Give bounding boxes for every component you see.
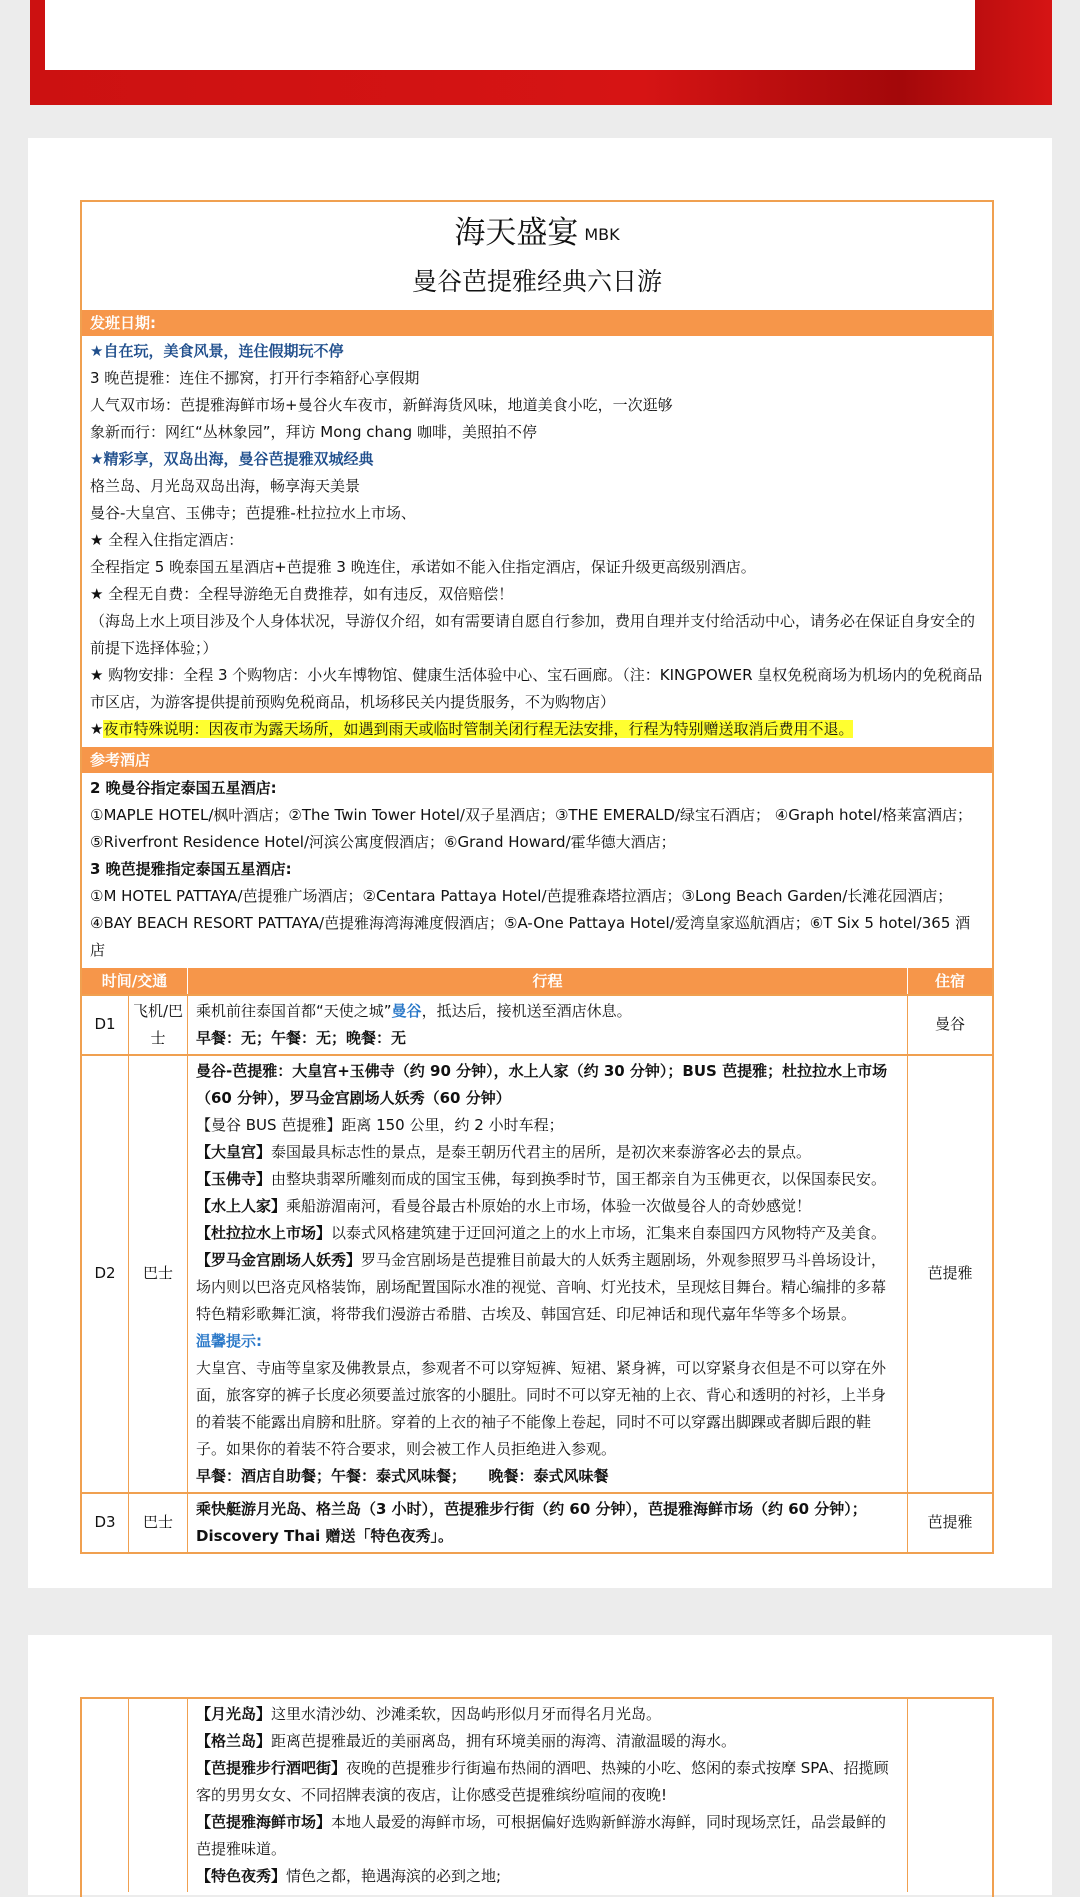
attraction-label: 【罗马金宫剧场人妖秀】 — [196, 1250, 362, 1269]
pattaya-hotels-list: ①M HOTEL PATTAYA/芭提雅广场酒店；②Centara Pattaya Hotel/芭提雅森塔拉酒店；③Long Beach Garden/长滩花园酒店；④BAY BEACH RESORT PATTAYA/芭提雅海湾海滩度假酒店；⑤A-One Pattaya Hotel/爱湾皇家巡航酒店；⑥T Six 5 hotel/365 酒店 — [90, 886, 971, 959]
attraction-text: 距离芭提雅最近的美丽离岛，拥有环境美丽的海湾、清澈温暖的海水。 — [271, 1732, 737, 1750]
document-page — [28, 138, 1052, 1588]
attraction-label: 【芭提雅步行酒吧街】 — [196, 1759, 347, 1777]
doc-subtitle: 曼谷芭提雅经典六日游 — [411, 266, 662, 296]
d2-palace — [196, 1139, 899, 1166]
doc-title-text: 海天盛宴 — [454, 215, 579, 251]
bangkok-hotels-title: 2 晚曼谷指定泰国五星酒店: — [90, 778, 277, 797]
itinerary-header-row — [82, 968, 992, 995]
d1-city: 曼谷 — [391, 1001, 422, 1020]
day-description — [188, 1055, 908, 1493]
d3-gran — [196, 1728, 899, 1755]
itinerary-table — [82, 968, 992, 1552]
route-header: 行程 — [188, 968, 908, 995]
feature-line: 格兰岛、月光岛双岛出海，畅享海天美景 — [90, 476, 361, 495]
feature-line: （海岛上水上项目涉及个人身体状况，导游仅介绍，如有需要请自愿自行参加，费用自理并支付给活动中心，请务必在保证自身安全的前提下选择体验；） — [90, 611, 976, 657]
time-transport-header: 时间/交通 — [82, 968, 188, 995]
transport-label-empty — [129, 1699, 188, 1892]
attraction-text: 这里水清沙幼、沙滩柔软，因岛屿形似月牙而得名月光岛。 — [271, 1705, 662, 1723]
d1-meals: 早餐：无；午餐：无；晚餐：无 — [196, 1028, 407, 1047]
hotels-heading: 参考酒店 — [82, 747, 992, 773]
attraction-label: 【芭提雅海鲜市场】 — [196, 1813, 332, 1831]
d1-route — [196, 998, 899, 1025]
day-row-d2 — [82, 1055, 992, 1493]
stay-label: 芭提雅 — [908, 1055, 993, 1493]
feature-line: ★ 全程无自费：全程导游绝无自费推荐，如有违反，双倍赔偿！ — [90, 584, 514, 603]
notice-star: ★ — [90, 719, 104, 738]
d2-tip: 大皇宫、寺庙等皇家及佛教景点，参观者不可以穿短裤、短裙、紧身裤，可以穿紧身衣但是不可以穿在外面，旅客穿的裤子长度必须要盖过旅客的小腿肚。同时不可以穿无袖的上衣、背心和透明的衬衫，上半身的着装不能露出肩膀和肚脐。穿着的上衣的袖子不能像上卷起，同时不可以穿露出脚踝或者脚后跟的鞋子。如果你的着装不符合要求，则会被工作人员拒绝进入参观。 — [196, 1358, 887, 1458]
feature-line: ★精彩享，双岛出海，曼谷芭提雅双城经典 — [90, 449, 374, 468]
transport-label: 巴士 — [129, 1493, 188, 1552]
d3-street — [196, 1755, 899, 1809]
day-row-d3-continued — [82, 1699, 992, 1892]
attraction-label: 【水上人家】 — [196, 1196, 287, 1215]
pattaya-hotels-title: 3 晚芭提雅指定泰国五星酒店: — [90, 859, 292, 878]
night-market-notice — [90, 716, 984, 743]
attraction-text: 本地人最爱的海鲜市场，可根据偏好选购新鲜游水海鲜，同时现场烹饪，品尝最鲜的芭提雅味道。 — [196, 1813, 887, 1858]
day-label: D3 — [82, 1493, 129, 1552]
attraction-text: 夜晚的芭提雅步行街遍布热闹的酒吧、热辣的小吃、悠闲的泰式按摩 SPA、招揽顾客的男男女女、不同招牌表演的夜店，让你感受芭提雅缤纷喧闹的夜晚! — [196, 1759, 889, 1804]
previous-page-white-area — [45, 0, 975, 70]
d3-seafood — [196, 1809, 899, 1863]
document-page — [28, 1635, 1052, 1895]
feature-line: 全程指定 5 晚泰国五星酒店+芭提雅 3 晚连住，承诺如不能入住指定酒店，保证升级更高级别酒店。 — [90, 557, 756, 576]
itinerary-document — [80, 200, 994, 1554]
transport-label: 巴士 — [129, 1055, 188, 1493]
stay-header: 住宿 — [908, 968, 993, 995]
d2-tip-label: 温馨提示: — [196, 1331, 262, 1350]
attraction-label: 【杜拉拉水上市场】 — [196, 1223, 332, 1242]
feature-line: ★ 购物安排：全程 3 个购物店：小火车博物馆、健康生活体验中心、宝石画廊。（注：KINGPOWER 皇权免税商场为机场内的免税商品市区店，为游客提供提前预购免税商品，机场移民关内提货服务，不为购物店） — [90, 665, 983, 711]
attraction-text: 罗马金宫剧场是芭提雅目前最大的人妖秀主题剧场，外观参照罗马斗兽场设计，场内则以巴洛克风格装饰，剧场配置国际水准的视觉、音响、灯光技术，呈现炫目舞台。精心编排的多幕特色精彩歌舞汇演，将带我们漫游古希腊、古埃及、韩国宫廷、印尼神话和现代嘉年华等多个场景。 — [196, 1250, 887, 1323]
feature-line: ★ 全程入住指定酒店： — [90, 530, 244, 549]
d2-bus: 【曼谷 BUS 芭提雅】距离 150 公里，约 2 小时车程； — [196, 1115, 564, 1134]
day-description — [188, 1699, 908, 1892]
d2-show — [196, 1247, 899, 1328]
stay-label: 曼谷 — [908, 995, 993, 1055]
d3-night — [196, 1863, 899, 1890]
d3-moon — [196, 1701, 899, 1728]
d2-summary: 曼谷-芭提雅：大皇宫+玉佛寺（约 90 分钟），水上人家（约 30 分钟）；BUS 芭提雅；杜拉拉水上市场（60 分钟），罗马金宫剧场人妖秀（60 分钟） — [196, 1061, 888, 1107]
d3-summary: 乘快艇游月光岛、格兰岛（3 小时），芭提雅步行街（约 60 分钟），芭提雅海鲜市场（约 60 分钟）；Discovery Thai 赠送「特色夜秀」。 — [196, 1499, 867, 1545]
d2-market — [196, 1220, 899, 1247]
day-row-d1 — [82, 995, 992, 1055]
bangkok-hotels-list: ①MAPLE HOTEL/枫叶酒店；②The Twin Tower Hotel/双子星酒店；③THE EMERALD/绿宝石酒店； ④Graph hotel/格莱富酒店；⑤Riverfront Residence Hotel/河滨公寓度假酒店；⑥Grand Howard/霍华德大酒店； — [90, 805, 973, 851]
hotels-section — [82, 773, 992, 968]
day-label-empty — [82, 1699, 129, 1892]
attraction-text: 情色之都，艳遇海滨的必到之地; — [286, 1867, 502, 1885]
itinerary-table-continued — [82, 1699, 992, 1892]
attraction-text: 以泰式风格建筑建于迂回河道之上的水上市场，汇集来自泰国四方风物特产及美食。 — [331, 1223, 887, 1242]
attraction-label: 【格兰岛】 — [196, 1732, 272, 1750]
attraction-label: 【月光岛】 — [196, 1705, 272, 1723]
d2-buddha — [196, 1166, 899, 1193]
attraction-text: 乘船游湄南河，看曼谷最古朴原始的水上市场，体验一次做曼谷人的奇妙感觉！ — [286, 1196, 812, 1215]
doc-title — [82, 212, 992, 256]
departure-heading: 发班日期: — [82, 310, 992, 336]
day-row-d3 — [82, 1493, 992, 1552]
feature-line: 象新而行：网红“丛林象园”，拜访 Mong chang 咖啡，美照拍不停 — [90, 422, 537, 441]
attraction-text: 泰国最具标志性的景点，是泰王朝历代君主的居所，是初次来泰游客必去的景点。 — [271, 1142, 812, 1161]
day-label: D1 — [82, 995, 129, 1055]
d1-text-b: ，抵达后，接机送至酒店休息。 — [421, 1001, 632, 1020]
d2-water — [196, 1193, 899, 1220]
stay-label: 芭提雅 — [908, 1493, 993, 1552]
transport-label: 飞机/巴士 — [129, 995, 188, 1055]
departure-section — [82, 336, 992, 747]
day-description — [188, 1493, 908, 1552]
itinerary-document-continued — [80, 1697, 994, 1897]
day-label: D2 — [82, 1055, 129, 1493]
feature-line: 曼谷-大皇宫、玉佛寺；芭提雅-杜拉拉水上市场、 — [90, 503, 416, 522]
feature-line: 3 晚芭提雅：连住不挪窝，打开行李箱舒心享假期 — [90, 368, 420, 387]
feature-line: ★自在玩，美食风景，连住假期玩不停 — [90, 341, 344, 360]
doc-title-tag: MBK — [584, 224, 620, 244]
d2-meals: 早餐：酒店自助餐；午餐：泰式风味餐； 晚餐：泰式风味餐 — [196, 1466, 609, 1485]
d1-text-a: 乘机前往泰国首都“天使之城” — [196, 1001, 392, 1020]
attraction-label: 【特色夜秀】 — [196, 1867, 287, 1885]
notice-highlight: 夜市特殊说明：因夜市为露天场所，如遇到雨天或临时管制关闭行程无法安排，行程为特别赠送取消后费用不退。 — [103, 719, 854, 738]
feature-line: 人气双市场：芭提雅海鲜市场+曼谷火车夜市，新鲜海货风味，地道美食小吃，一次逛够 — [90, 395, 673, 414]
day-description — [188, 995, 908, 1055]
attraction-label: 【大皇宫】 — [196, 1142, 272, 1161]
stay-label-empty — [908, 1699, 993, 1892]
attraction-label: 【玉佛寺】 — [196, 1169, 272, 1188]
attraction-text: 由整块翡翠所雕刻而成的国宝玉佛，每到换季时节，国王都亲自为玉佛更衣，以保国泰民安。 — [271, 1169, 887, 1188]
